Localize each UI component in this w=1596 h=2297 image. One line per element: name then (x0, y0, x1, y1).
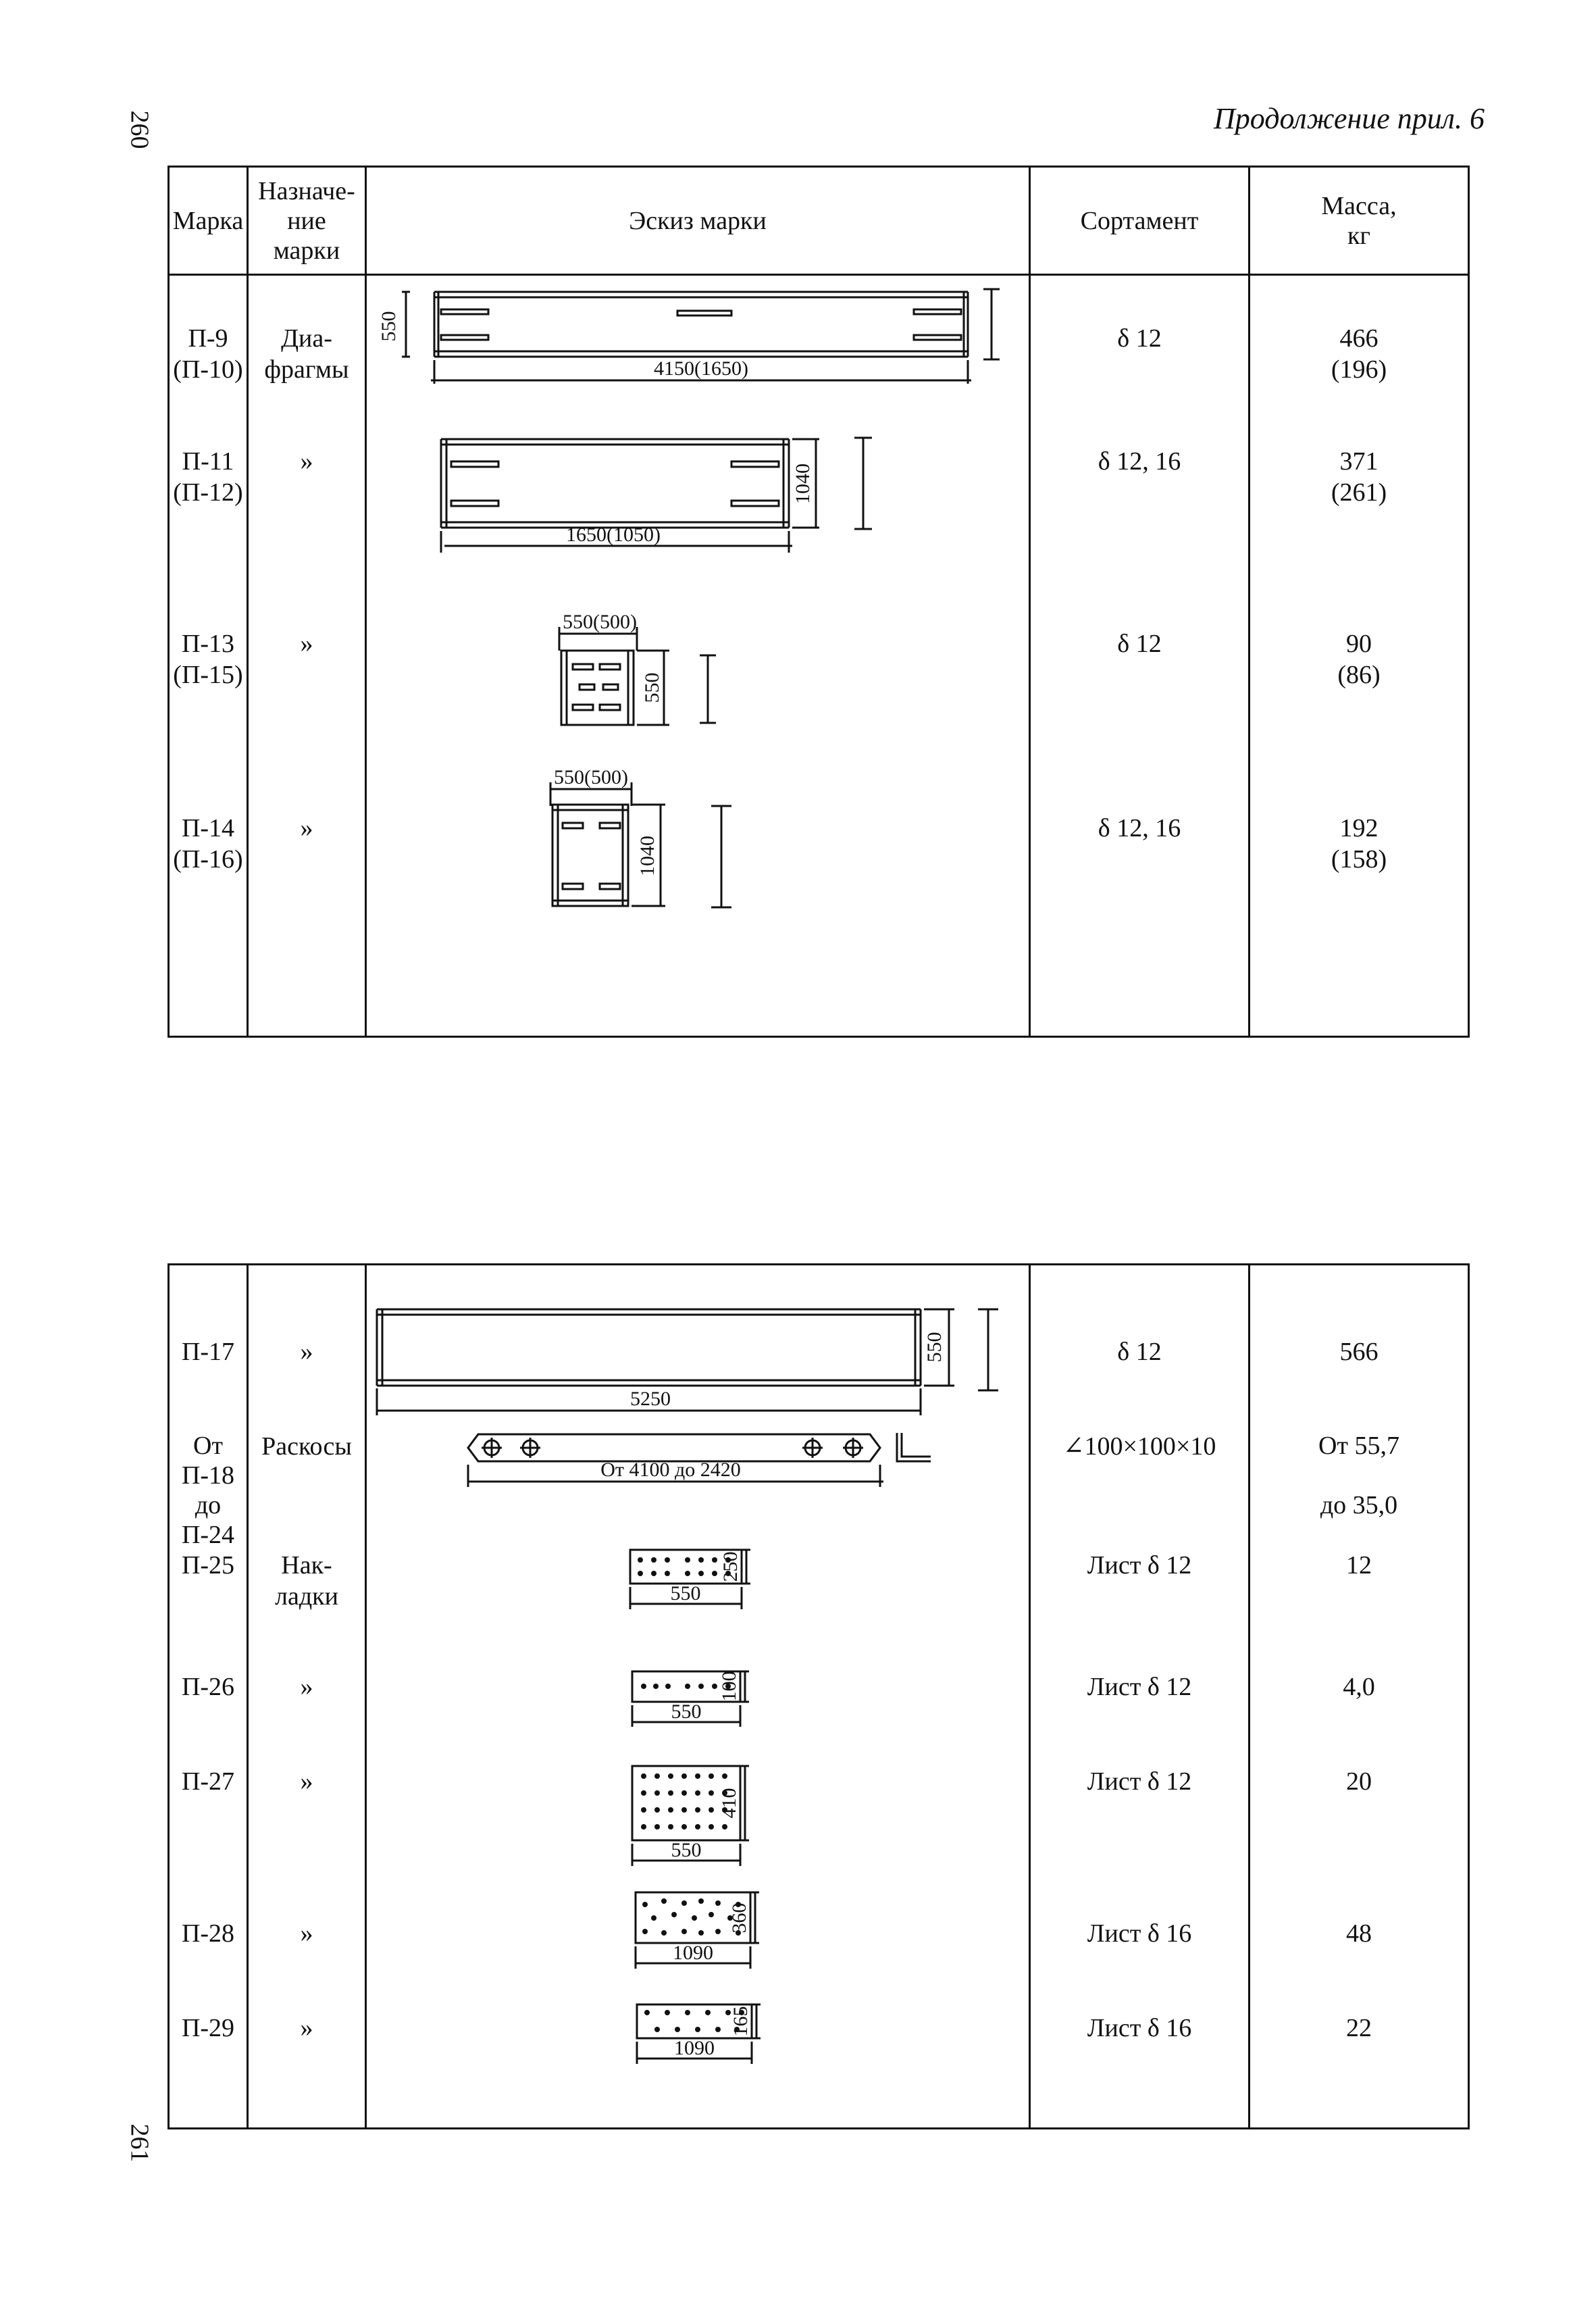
dim-height: 1040 (792, 463, 814, 504)
end-plate-sketch (367, 766, 1031, 1036)
table-bottom (168, 1263, 1470, 2129)
dim-height: 100 (718, 1671, 740, 1702)
mark-cell: П-28 (181, 1919, 235, 1948)
dim-height: 360 (728, 1902, 750, 1934)
splice-plate-sketch (367, 1902, 1031, 2013)
table-top (168, 166, 1470, 1038)
table-header (169, 167, 1469, 275)
dim-height: 410 (718, 1788, 740, 1819)
purpose-cell: » (300, 630, 313, 658)
continuation-label: Продолжение прил. 6 (1214, 102, 1485, 135)
purpose-cell: » (300, 1338, 313, 1366)
purpose-cell: » (300, 2014, 313, 2042)
section-cell: Лист δ 12 (1087, 1551, 1192, 1580)
mass-cell: 4,0 (1343, 1673, 1375, 1701)
mass-cell: 566 (1339, 1338, 1379, 1366)
dim-height: 165 (729, 2006, 752, 2037)
purpose-cell: » (300, 1673, 313, 1701)
mark-cell: От П-18 до П-24 (181, 1432, 235, 1549)
splice-plate-sketch (367, 2006, 1031, 2127)
section-cell: Лист δ 12 (1087, 1767, 1192, 1796)
table-row (169, 2013, 1469, 2129)
dim-width: 550(500) (563, 611, 637, 633)
table-row (169, 1918, 1469, 2013)
mark-cell: П-14 (П-16) (173, 814, 243, 874)
dim-length: 1090 (673, 1942, 713, 1964)
mark-cell: П-9 (П-10) (173, 324, 243, 384)
end-plate-sketch (367, 613, 1031, 799)
section-cell: δ 12 (1117, 324, 1162, 353)
dim-length: 550 (671, 1700, 702, 1723)
mark-cell: П-26 (181, 1673, 235, 1701)
brace-sketch (367, 1428, 1031, 1546)
dim-height: 250 (719, 1551, 742, 1582)
mass-cell: 20 (1346, 1767, 1372, 1796)
dim-length: 550 (670, 1582, 701, 1605)
page-number-top: 260 (125, 110, 154, 149)
section-cell: Лист δ 16 (1087, 1919, 1192, 1948)
dim-length: 550 (671, 1839, 702, 1861)
mass-cell: От 55,7 до 35,0 (1318, 1432, 1400, 1519)
section-cell: δ 12, 16 (1098, 447, 1181, 476)
table-row (169, 1766, 1469, 1918)
section-cell: ∠100×100×10 (1062, 1432, 1216, 1461)
page-number-bottom: 261 (125, 2123, 154, 2163)
mass-cell: 192 (158) (1331, 814, 1387, 874)
section-cell: Лист δ 16 (1087, 2014, 1192, 2042)
table-row (169, 1671, 1469, 1766)
dim-length: От 4100 до 2420 (600, 1459, 741, 1481)
mark-cell: П-17 (181, 1338, 235, 1366)
purpose-cell: Раскосы (261, 1432, 352, 1461)
splice-plate-sketch (367, 1766, 1031, 1918)
diaphragm-sketch (367, 431, 1031, 613)
table-row (169, 275, 1469, 432)
diaphragm-sketch (367, 276, 1031, 431)
mass-cell: 48 (1346, 1919, 1372, 1948)
mark-cell: П-11 (П-12) (173, 447, 243, 507)
section-cell: δ 12, 16 (1098, 814, 1181, 842)
table-row (169, 613, 1469, 799)
dim-width: 550(500) (554, 766, 628, 788)
splice-plate-sketch (367, 1550, 1031, 1671)
section-cell: Лист δ 12 (1087, 1673, 1192, 1701)
table-row (169, 799, 1469, 1037)
purpose-cell: » (300, 447, 313, 476)
purpose-cell: Диа- фрагмы (264, 324, 349, 384)
mass-cell: 90 (86) (1337, 630, 1381, 689)
table-row (169, 1428, 1469, 1550)
col-sketch-header: Эскиз марки (366, 167, 1030, 275)
section-cell: δ 12 (1117, 1338, 1162, 1366)
purpose-cell: » (300, 1767, 313, 1796)
col-mass-header: Масса, кг (1250, 167, 1469, 275)
mass-cell: 22 (1346, 2014, 1372, 2042)
mark-cell: П-29 (181, 2014, 235, 2042)
mark-cell: П-27 (181, 1767, 235, 1796)
table-row (169, 431, 1469, 613)
table-row (169, 1550, 1469, 1671)
dim-height: 1040 (636, 836, 659, 876)
dim-length: 5250 (630, 1388, 671, 1410)
splice-plate-sketch (367, 1671, 1031, 1766)
mass-cell: 12 (1346, 1551, 1372, 1580)
dim-length: 1650(1050) (566, 524, 661, 546)
dim-height: 550 (378, 311, 400, 342)
col-section-header: Сортамент (1030, 167, 1250, 275)
section-cell: δ 12 (1117, 630, 1162, 658)
purpose-cell: Нак- ладки (275, 1551, 338, 1611)
mass-cell: 371 (261) (1331, 447, 1387, 507)
col-purpose-header: Назначе- ние марки (248, 167, 366, 275)
dim-length: 4150(1650) (654, 357, 748, 380)
col-mark-header: Марка (169, 167, 248, 275)
dim-height: 550 (641, 672, 663, 703)
mark-cell: П-25 (181, 1551, 235, 1580)
mark-cell: П-13 (П-15) (173, 630, 243, 689)
mass-cell: 466 (196) (1331, 324, 1387, 384)
purpose-cell: » (300, 814, 313, 842)
dim-height: 550 (923, 1332, 946, 1363)
dim-length: 1090 (674, 2037, 715, 2059)
diaphragm-sketch (367, 1265, 1031, 1428)
purpose-cell: » (300, 1919, 313, 1948)
table-row (169, 1265, 1469, 1428)
